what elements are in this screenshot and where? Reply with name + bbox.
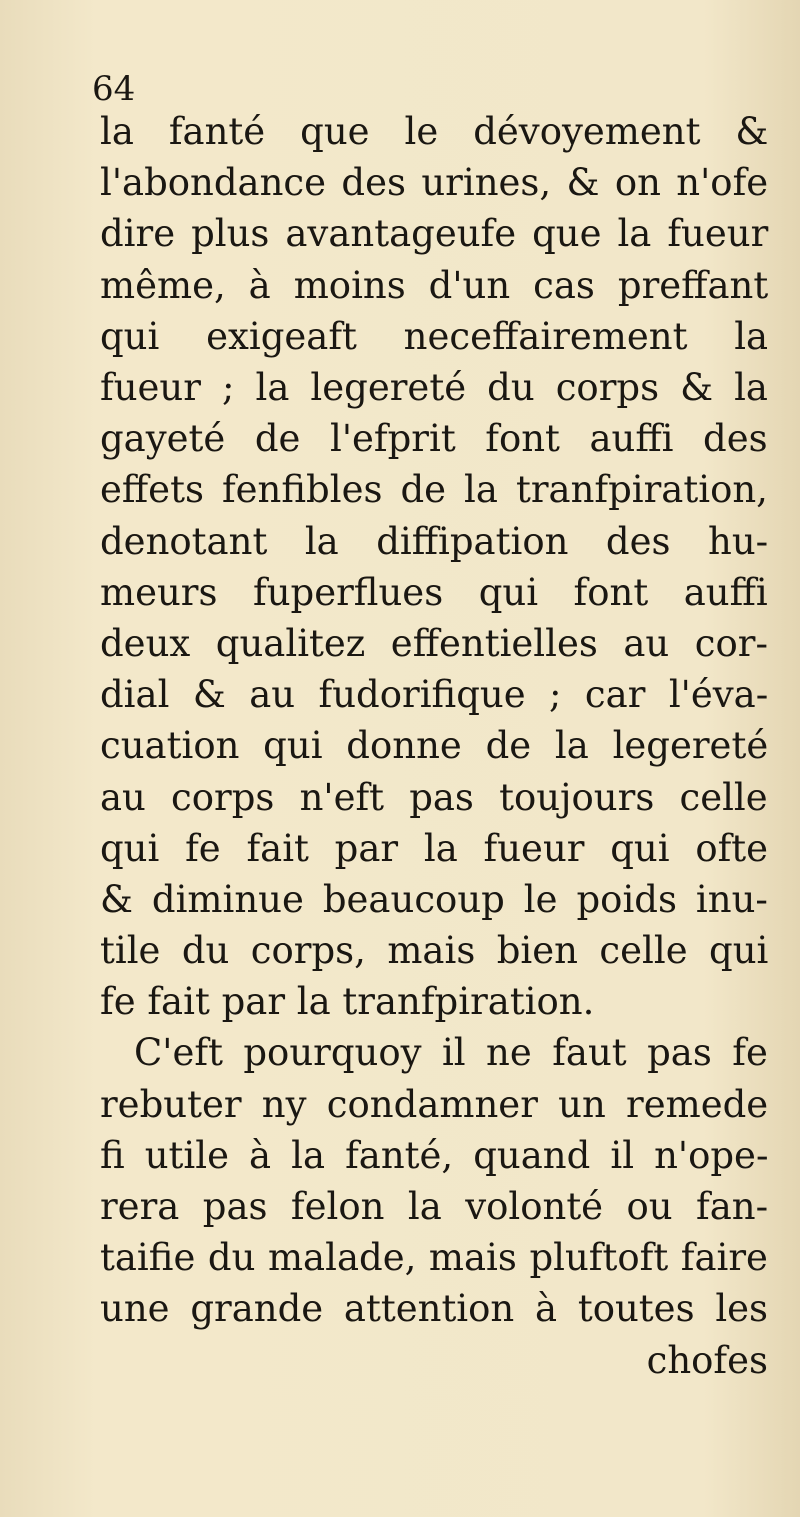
line-text: gayeté de l'efprit font auffi des (100, 417, 768, 461)
text-line (100, 516, 768, 567)
text-line (100, 311, 768, 362)
line-text: effets fenfibles de la tranfpiration, (100, 468, 768, 512)
line-text: rebuter ny condamner un remede (100, 1082, 769, 1126)
line-text: la fanté que le dévoyement & (100, 110, 769, 154)
text-line (100, 106, 768, 157)
line-text: taifie du malade, mais pluftoft faire (100, 1236, 768, 1280)
text-line (100, 157, 768, 208)
text-line (100, 1027, 768, 1078)
text-line (100, 976, 768, 1027)
line-text: denotant la diffipation des hu- (100, 519, 769, 563)
line-text: dial & au fudorifique ; car l'éva- (100, 673, 769, 717)
text-line (100, 260, 768, 311)
text-line (100, 208, 768, 259)
text-line (100, 618, 768, 669)
line-text: tile du corps, mais bien celle qui (100, 929, 769, 973)
line-text: l'abondance des urines, & on n'ofe (100, 161, 769, 205)
text-line (100, 362, 768, 413)
line-text: fe fait par la tranfpiration. (100, 980, 595, 1024)
line-text: qui fe fait par la fueur qui ofte (100, 826, 769, 870)
line-text: C'eft pourquoy il ne faut pas fe (134, 1031, 768, 1075)
text-line (100, 669, 768, 720)
line-text: même, à moins d'un cas preffant (100, 263, 769, 307)
body-text (100, 106, 768, 1386)
line-text: deux qualitez effentielles au cor- (100, 621, 768, 665)
line-text: fi utile à la fanté, quand il n'ope- (100, 1133, 769, 1177)
text-line (100, 567, 768, 618)
text-line (100, 771, 768, 822)
line-text: meurs fuperflues qui font auffi (100, 570, 768, 614)
text-line (100, 720, 768, 771)
text-line (100, 1079, 768, 1130)
text-line (100, 925, 768, 976)
text-line (100, 823, 768, 874)
text-line (100, 874, 768, 925)
line-text: qui exigeaft neceffairement la (100, 314, 769, 358)
text-line (100, 1181, 768, 1232)
text-line (100, 413, 768, 464)
page-number: 64 (92, 69, 136, 109)
line-text: dire plus avantageufe que la fueur (100, 212, 769, 256)
line-text: une grande attention à toutes les (100, 1287, 769, 1331)
text-line (100, 1232, 768, 1283)
catchword: chofes (646, 1338, 768, 1382)
line-text: rera pas felon la volonté ou fan- (100, 1185, 769, 1229)
line-text: cuation qui donne de la legereté (100, 724, 769, 768)
text-line (100, 464, 768, 515)
text-line (100, 1283, 768, 1334)
line-text: fueur ; la legereté du corps & la (100, 366, 768, 410)
line-text: & diminue beaucoup le poids inu- (100, 877, 768, 921)
catchword-line (100, 1335, 768, 1386)
text-line (100, 1130, 768, 1181)
line-text: au corps n'eft pas toujours celle (100, 775, 768, 819)
